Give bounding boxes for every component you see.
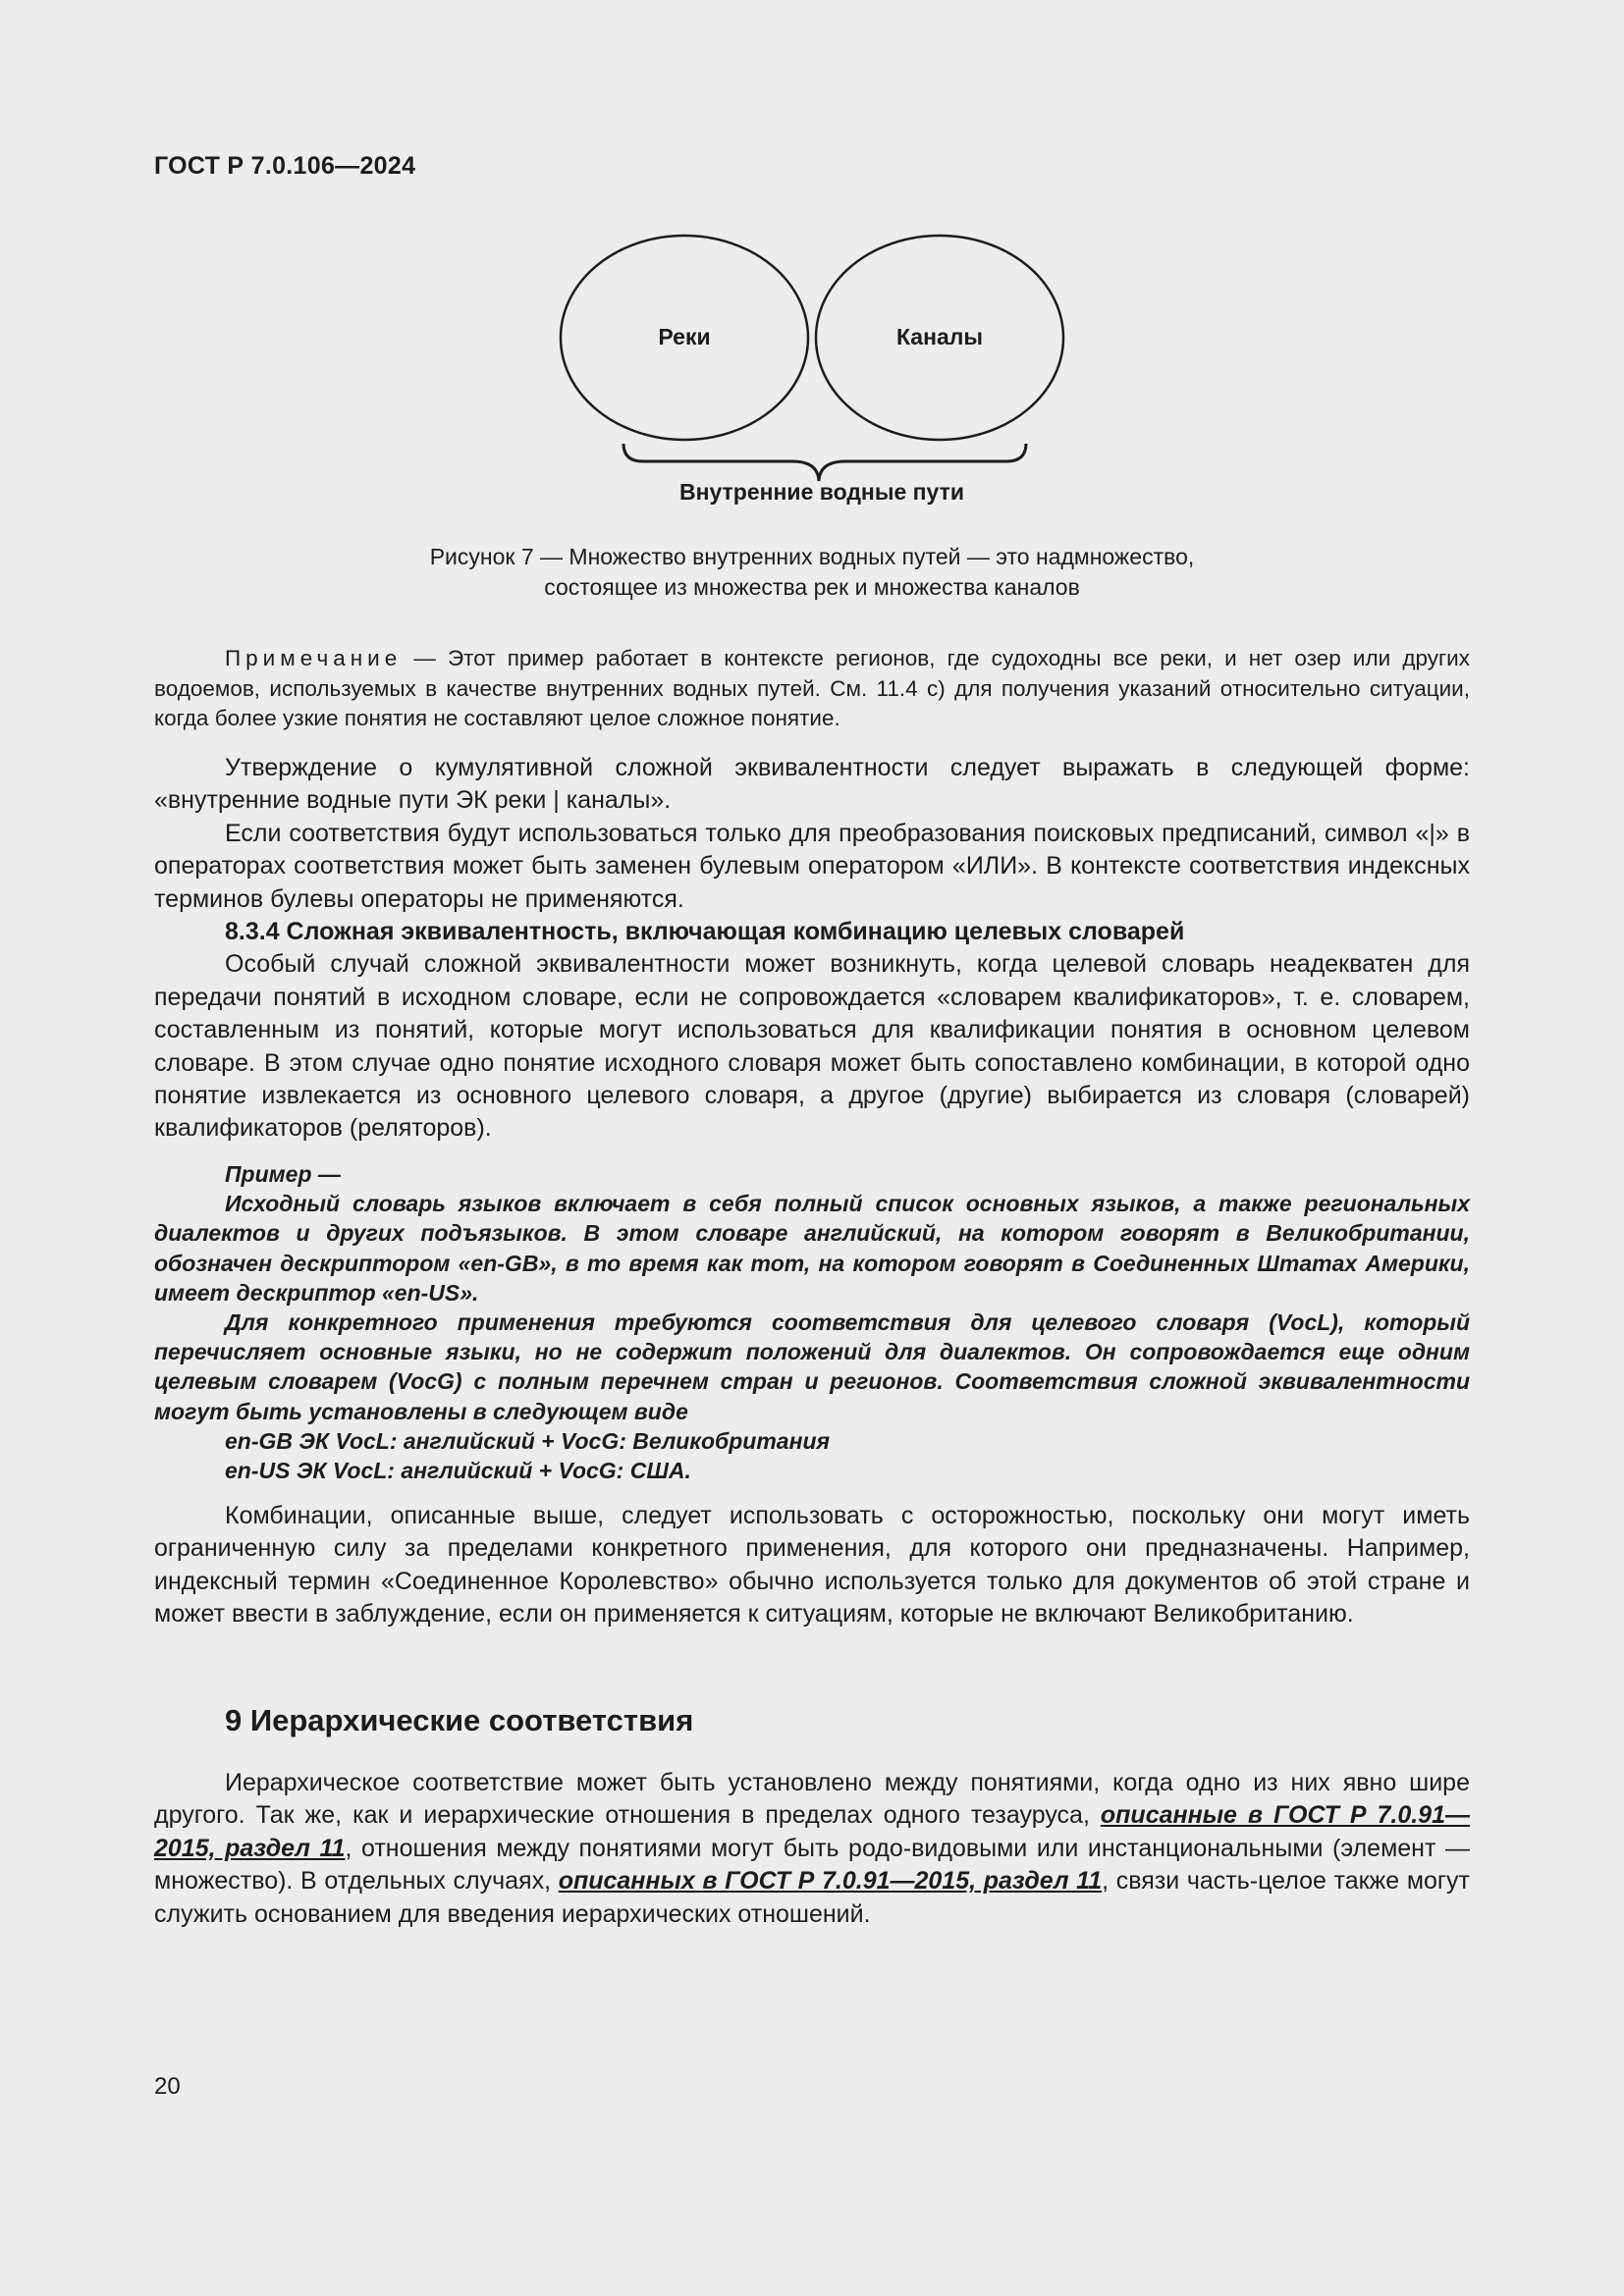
document-page — [154, 0, 1470, 2296]
section-9-text-2: , отношения между понятиями могут быть родо-видовыми или инстанциональными (элемент — множество). В отдельных случаях, — [154, 1834, 1470, 1896]
example-block — [154, 1159, 1470, 1485]
reference-link-1[interactable]: описанные в ГОСТ Р 7.0.91—2015, раздел 11 — [154, 1801, 1470, 1862]
example-title: Пример — — [225, 1161, 341, 1187]
caption-line-2: состоящее из множества рек и множества каналов — [544, 574, 1080, 600]
example-mapping-gb: en-GB ЭК VocL: английский + VocG: Великобритания — [225, 1427, 831, 1454]
note-label: Примечание — [225, 646, 403, 670]
paragraph-hierarchical — [154, 1767, 1470, 1931]
section-9-title: 9 Иерархические соответствия — [225, 1703, 694, 1737]
paragraph-boolean: Если соответствия будут использоваться только для преобразования поисковых предписаний, символ «|» в операторах соответствия может быть заменен булевым оператором «ИЛИ». В контексте соответствия индексных терминов булевы операторы не применяются. — [154, 819, 1470, 913]
example-paragraph-1: Исходный словарь языков включает в себя полный список основных языков, а также региональных диалектов и других подъязыков. В этом словаре английский, на котором говорят в Великобритании, обозначен дескриптором «en-GB», в то время как тот, на котором говорят в Соединенных Штатах Америки, имеет дескриптор «en-US». — [154, 1191, 1470, 1306]
reference-link-2[interactable]: описанных в ГОСТ Р 7.0.91—2015, раздел 11 — [558, 1867, 1103, 1896]
page-number: 20 — [154, 2073, 181, 2100]
section-9-text-3: , связи часть-целое также могут служить основанием для введения иерархических отношений. — [154, 1867, 1470, 1928]
rivers-label: Реки — [658, 324, 711, 349]
paragraph-special-case: Особый случай сложной эквивалентности может возникнуть, когда целевой словарь неадекватен для передачи понятий в исходном словаре, если не сопровождается «словарем квалификаторов», т. е. словарем, составленным из понятий, которые могут использоваться для квалификации понятия в основном целевом словаре. В этом случае одно понятие исходного словаря может быть сопоставлено комбинации, в которой одно понятие извлекается из основного целевого словаря, а другое (другие) выбирается из словаря (словарей) квалификаторов (реляторов). — [154, 950, 1470, 1143]
paragraph-cumulative: Утверждение о кумулятивной сложной эквивалентности следует выражать в следующей форме: «внутренние водные пути ЭК реки | каналы». — [154, 754, 1470, 815]
figure-caption — [154, 542, 1470, 603]
note-paragraph — [154, 644, 1470, 734]
brace-shape — [623, 444, 1026, 481]
example-paragraph-2: Для конкретного применения требуются соответствия для целевого словаря (VocL), который перечисляет основные языки, но не содержит положений для диалектов. Он сопровождается еще одним целевым словарем (VocG) с полным перечнем стран и регионов. Соответствия сложной эквивалентности могут быть установлены в следующем виде — [154, 1309, 1470, 1424]
canals-label: Каналы — [895, 324, 984, 349]
section-9-text-1: Иерархическое соответствие может быть установлено между понятиями, когда одно из них явно шире другого. Так же, как и иерархические отношения в пределах одного тезауруса, — [154, 1769, 1470, 1830]
caption-line-1: Рисунок 7 — Множество внутренних водных путей — это надмножество, — [429, 544, 1195, 569]
paragraph-caution: Комбинации, описанные выше, следует использовать с осторожностью, поскольку они могут иметь ограниченную силу за пределами конкретного применения, для которого они предназначены. Например, индексный термин «Соединенное Королевство» обычно используется только для документов об этой стране и может ввести в заблуждение, если он применяется к ситуациям, которые не включают Великобританию. — [154, 1502, 1470, 1629]
document-header: ГОСТ Р 7.0.106—2024 — [154, 152, 416, 180]
figure-7 — [154, 226, 1470, 520]
section-9-body — [154, 1767, 1470, 1931]
body-block-2 — [154, 1500, 1470, 1631]
example-mapping-us: en-US ЭК VocL: английский + VocG: США. — [225, 1458, 691, 1484]
note-text: — Этот пример работает в контексте регионов, где судоходны все реки, и нет озер или других водоемов, используемых в качестве внутренних водных путей. См. 11.4 с) для получения указаний относительно ситуации, когда более узкие понятия не составляют целое сложное понятие. — [154, 646, 1470, 730]
venn-diagram — [154, 226, 1470, 520]
body-block-1 — [154, 752, 1470, 1146]
heading-8-3-4: 8.3.4 Сложная эквивалентность, включающая комбинацию целевых словарей — [225, 918, 1185, 946]
brace-label: Внутренние водные пути — [678, 479, 965, 505]
